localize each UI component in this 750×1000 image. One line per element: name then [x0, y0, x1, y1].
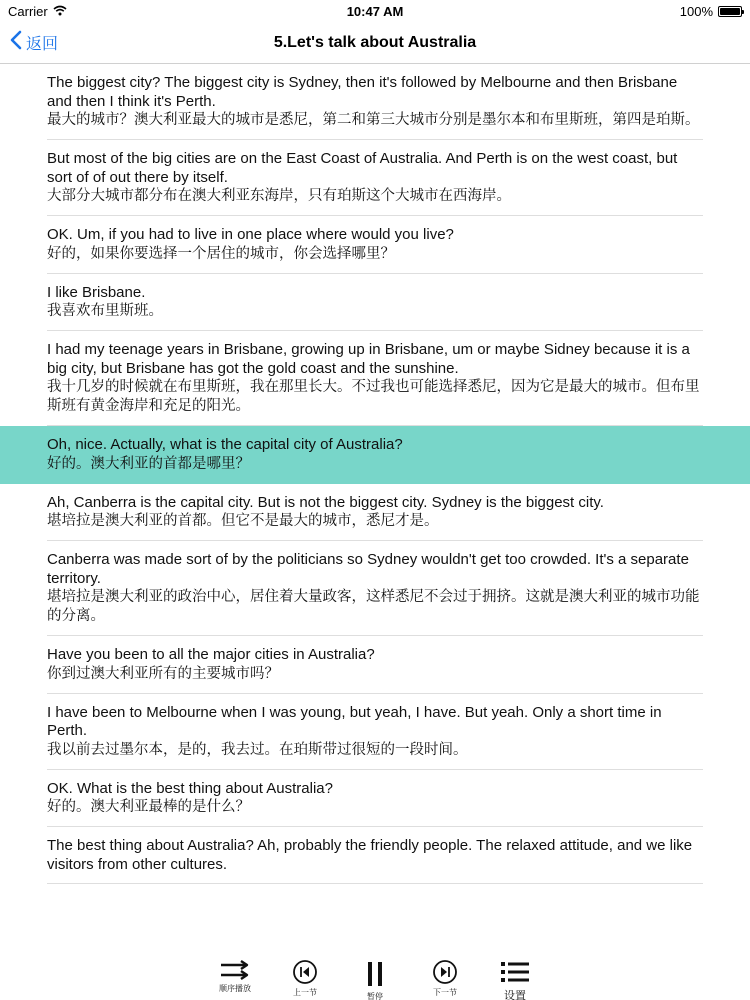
list-menu-icon	[499, 959, 531, 985]
entry-english-text: Canberra was made sort of by the politicians so Sydney wouldn't get too crowded. It's a separate territory.	[47, 551, 689, 587]
entry-english-text: I have been to Melbourne when I was young, but yeah, I have. But yeah. Only a short time in Perth.	[47, 703, 662, 739]
next-button[interactable]	[425, 959, 465, 998]
pause-label: 暂停	[367, 992, 383, 1000]
entry-english-text: I had my teenage years in Brisbane, growing up in Brisbane, um or maybe Sidney because it is a big city, but Brisbane has got the gold coast and the sunshine.	[47, 341, 690, 377]
settings-button[interactable]	[495, 959, 535, 1000]
transcript-entry[interactable]	[0, 541, 750, 636]
previous-icon	[292, 959, 318, 985]
entry-english-text: But most of the big cities are on the East Coast of Australia. And Perth is on the west coast, but sort of of out there by itself.	[47, 150, 678, 186]
order-play-label: 顺序播放	[219, 984, 251, 993]
wifi-icon	[53, 4, 67, 19]
transcript-entry[interactable]	[0, 140, 750, 216]
entry-english-text: Ah, Canberra is the capital city. But is not the biggest city. Sydney is the biggest city.	[47, 493, 604, 511]
status-right	[680, 4, 742, 19]
transcript-entry-active[interactable]	[0, 426, 750, 484]
carrier-label: Carrier	[8, 3, 48, 19]
transcript-entry[interactable]	[0, 827, 750, 884]
order-play-button[interactable]	[215, 959, 255, 994]
pause-icon	[362, 959, 388, 989]
entry-english-text: OK. What is the best thing about Australia?	[47, 779, 333, 797]
status-time: 10:47 AM	[346, 3, 404, 19]
prev-label: 上一节	[293, 988, 317, 997]
transcript-entry[interactable]	[0, 331, 750, 426]
entry-chinese-text: 我喜欢布里斯班。	[47, 303, 163, 319]
entry-chinese-text: 堪培拉是澳大利亚的政治中心，居住着大量政客，这样悉尼不会过于拥挤。这就是澳大利亚的城市功能的分离。	[47, 589, 700, 624]
transcript-entry[interactable]	[0, 274, 750, 332]
settings-label: 设置	[504, 989, 526, 1000]
page-title: 5.Let's talk about Australia	[273, 33, 477, 51]
entry-chinese-text: 我以前去过墨尔本，是的，我去过。在珀斯带过很短的一段时间。	[47, 741, 468, 758]
battery-icon	[718, 6, 742, 17]
prev-button[interactable]	[285, 959, 325, 998]
status-left	[8, 4, 67, 19]
entry-chinese-text: 堪培拉是澳大利亚的首都。但它不是最大的城市，悉尼才是。	[47, 513, 439, 529]
entry-english-text: The biggest city? The biggest city is Sydney, then it's followed by Melbourne and then Brisbane and then I think it's Perth.	[47, 74, 678, 110]
entry-chinese-text: 最大的城市？澳大利亚最大的城市是悉尼，第二和第三大城市分别是墨尔本和布里斯班，第四是珀斯。	[47, 112, 700, 128]
entry-english-text: OK. Um, if you had to live in one place where would you live?	[47, 226, 454, 243]
transcript-entry[interactable]	[0, 770, 750, 828]
entry-chinese-text: 你到过澳大利亚所有的主要城市吗？	[47, 665, 279, 682]
entry-english-text: The best thing about Australia? Ah, probably the friendly people. The relaxed attitude, and we like visitors from other cultures.	[47, 837, 693, 873]
entry-english-text: Have you been to all the major cities in Australia?	[47, 646, 375, 663]
status-bar	[0, 0, 750, 22]
pause-button[interactable]	[355, 959, 395, 1000]
transcript-entry[interactable]	[0, 694, 750, 770]
nav-bar	[0, 22, 750, 64]
transcript-entry[interactable]	[0, 636, 750, 694]
back-button[interactable]	[10, 30, 58, 55]
transcript-entry[interactable]	[0, 484, 750, 542]
battery-fill	[720, 8, 740, 15]
entry-english-text: Oh, nice. Actually, what is the capital city of Australia?	[47, 436, 403, 453]
entry-chinese-text: 大部分大城市都分布在澳大利亚东海岸，只有珀斯这个大城市在西海岸。	[47, 188, 511, 204]
transcript-list[interactable]	[0, 64, 750, 957]
player-toolbar	[0, 957, 750, 1000]
next-icon	[432, 959, 458, 985]
back-label: 返回	[26, 34, 59, 53]
entry-english-text: I like Brisbane.	[47, 283, 146, 301]
entry-chinese-text: 好的。澳大利亚最棒的是什么？	[47, 799, 250, 815]
transcript-entry[interactable]	[0, 64, 750, 140]
next-label: 下一节	[433, 988, 457, 997]
entry-chinese-text: 我十几岁的时候就在布里斯班，我在那里长大。不过我也可能选择悉尼，因为它是最大的城市。但布里斯班有黄金海岸和充足的阳光。	[47, 379, 700, 414]
chevron-left-icon	[10, 30, 22, 55]
sequential-play-icon	[219, 959, 251, 981]
battery-percent: 100%	[679, 3, 713, 19]
transcript-entry[interactable]	[0, 216, 750, 274]
entry-chinese-text: 好的。澳大利亚的首都是哪里？	[47, 455, 250, 472]
entry-chinese-text: 好的，如果你要选择一个居住的城市，你会选择哪里？	[47, 245, 395, 262]
